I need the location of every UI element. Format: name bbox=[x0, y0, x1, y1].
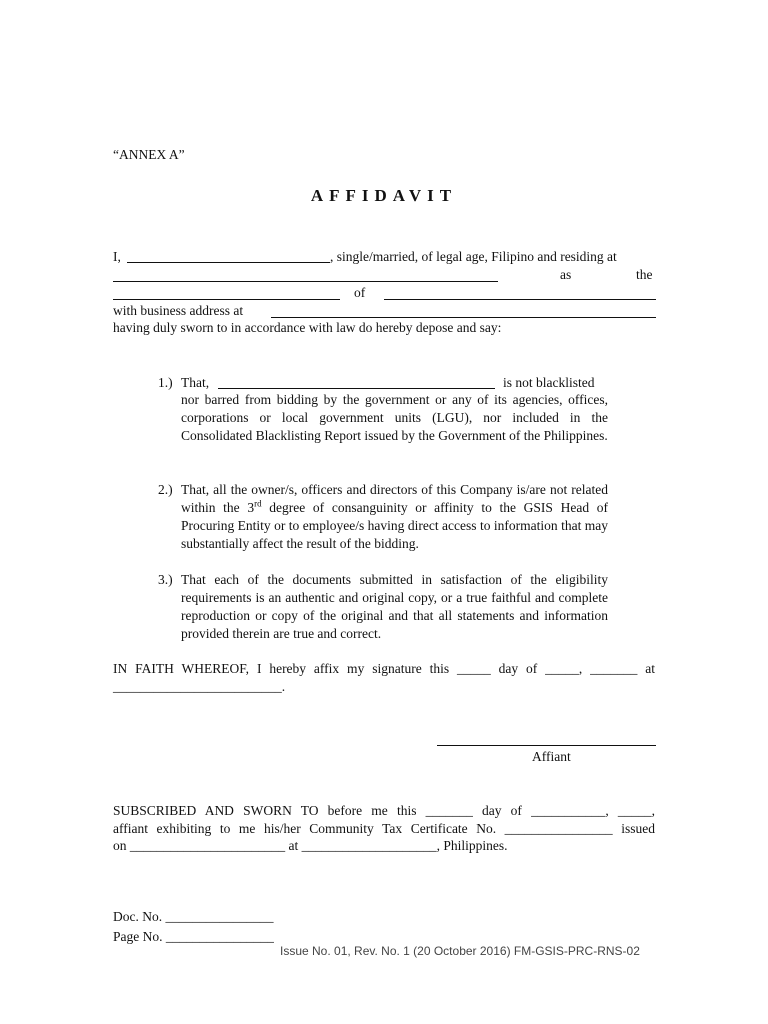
item-2-post-sup: degree of consanguinity or affinity to the GSIS Head of Procuring Entity or to employee/s having direct access to information that may substantially affect the result of the bidding. bbox=[181, 500, 608, 551]
affiant-label: Affiant bbox=[532, 749, 571, 764]
company-name-blank[interactable] bbox=[218, 388, 495, 389]
item-1-that: That, bbox=[181, 375, 210, 390]
item-1-not-blacklisted: is not blacklisted bbox=[503, 375, 595, 390]
intro-the: the bbox=[636, 267, 653, 282]
item-1-text: nor barred from bidding by the government or any of its agencies, offices, corporations or local government units (LGU), nor included in the Consolidated Blacklisting Report issued by the Government of the Philippines. bbox=[181, 392, 608, 443]
residence-blank[interactable] bbox=[113, 281, 498, 282]
page-title: AFFIDAVIT bbox=[310, 186, 458, 205]
item-2-sup: rd bbox=[254, 498, 262, 509]
subscribed-line1: SUBSCRIBED AND SWORN TO before me this _______ day of ___________, _____, bbox=[113, 803, 655, 818]
subscribed-line3: on _______________________ at ____________________, Philippines. bbox=[113, 838, 508, 853]
item-3-text: That each of the documents submitted in satisfaction of the eligibility requirements is an authentic and original copy, or a true faithful and complete reproduction or copy of the original and that all statements and information provided therein are true and correct. bbox=[181, 572, 608, 641]
item-1-number: 1.) bbox=[158, 375, 173, 390]
position-blank[interactable] bbox=[113, 299, 340, 300]
annex-label: “ANNEX A” bbox=[113, 147, 185, 162]
subscribed-line2: affiant exhibiting to me his/her Community Tax Certificate No. ________________ issued bbox=[113, 821, 655, 836]
doc-no: Doc. No. ________________ bbox=[113, 909, 274, 924]
company-blank[interactable] bbox=[384, 299, 656, 300]
affiant-signature-line[interactable] bbox=[437, 745, 656, 746]
business-address-label: with business address at bbox=[113, 303, 244, 318]
item-3-number: 3.) bbox=[158, 572, 173, 587]
item-2-pre-sup: related within the 3 bbox=[181, 482, 609, 515]
intro-i: I, bbox=[113, 249, 121, 264]
item-2-line1: That, all the owner/s, officers and directors of this Company is/are not bbox=[181, 482, 568, 497]
item-2-text bbox=[181, 481, 608, 553]
depose-text: having duly sworn to in accordance with law do hereby depose and say: bbox=[113, 320, 502, 335]
business-address-blank[interactable] bbox=[271, 317, 656, 318]
page-no: Page No. ________________ bbox=[113, 929, 274, 944]
footer-issue-info: Issue No. 01, Rev. No. 1 (20 October 2016) FM-GSIS-PRC-RNS-02 bbox=[280, 944, 640, 958]
item-2-number: 2.) bbox=[158, 482, 173, 497]
intro-of: of bbox=[354, 285, 366, 300]
faith-line1: IN FAITH WHEREOF, I hereby affix my signature this _____ day of _____, _______ at bbox=[113, 661, 655, 676]
faith-line2: _________________________. bbox=[113, 679, 286, 694]
intro-single-married: , single/married, of legal age, Filipino and residing at bbox=[330, 249, 617, 264]
intro-as: as bbox=[560, 267, 572, 282]
name-blank[interactable] bbox=[127, 262, 330, 263]
